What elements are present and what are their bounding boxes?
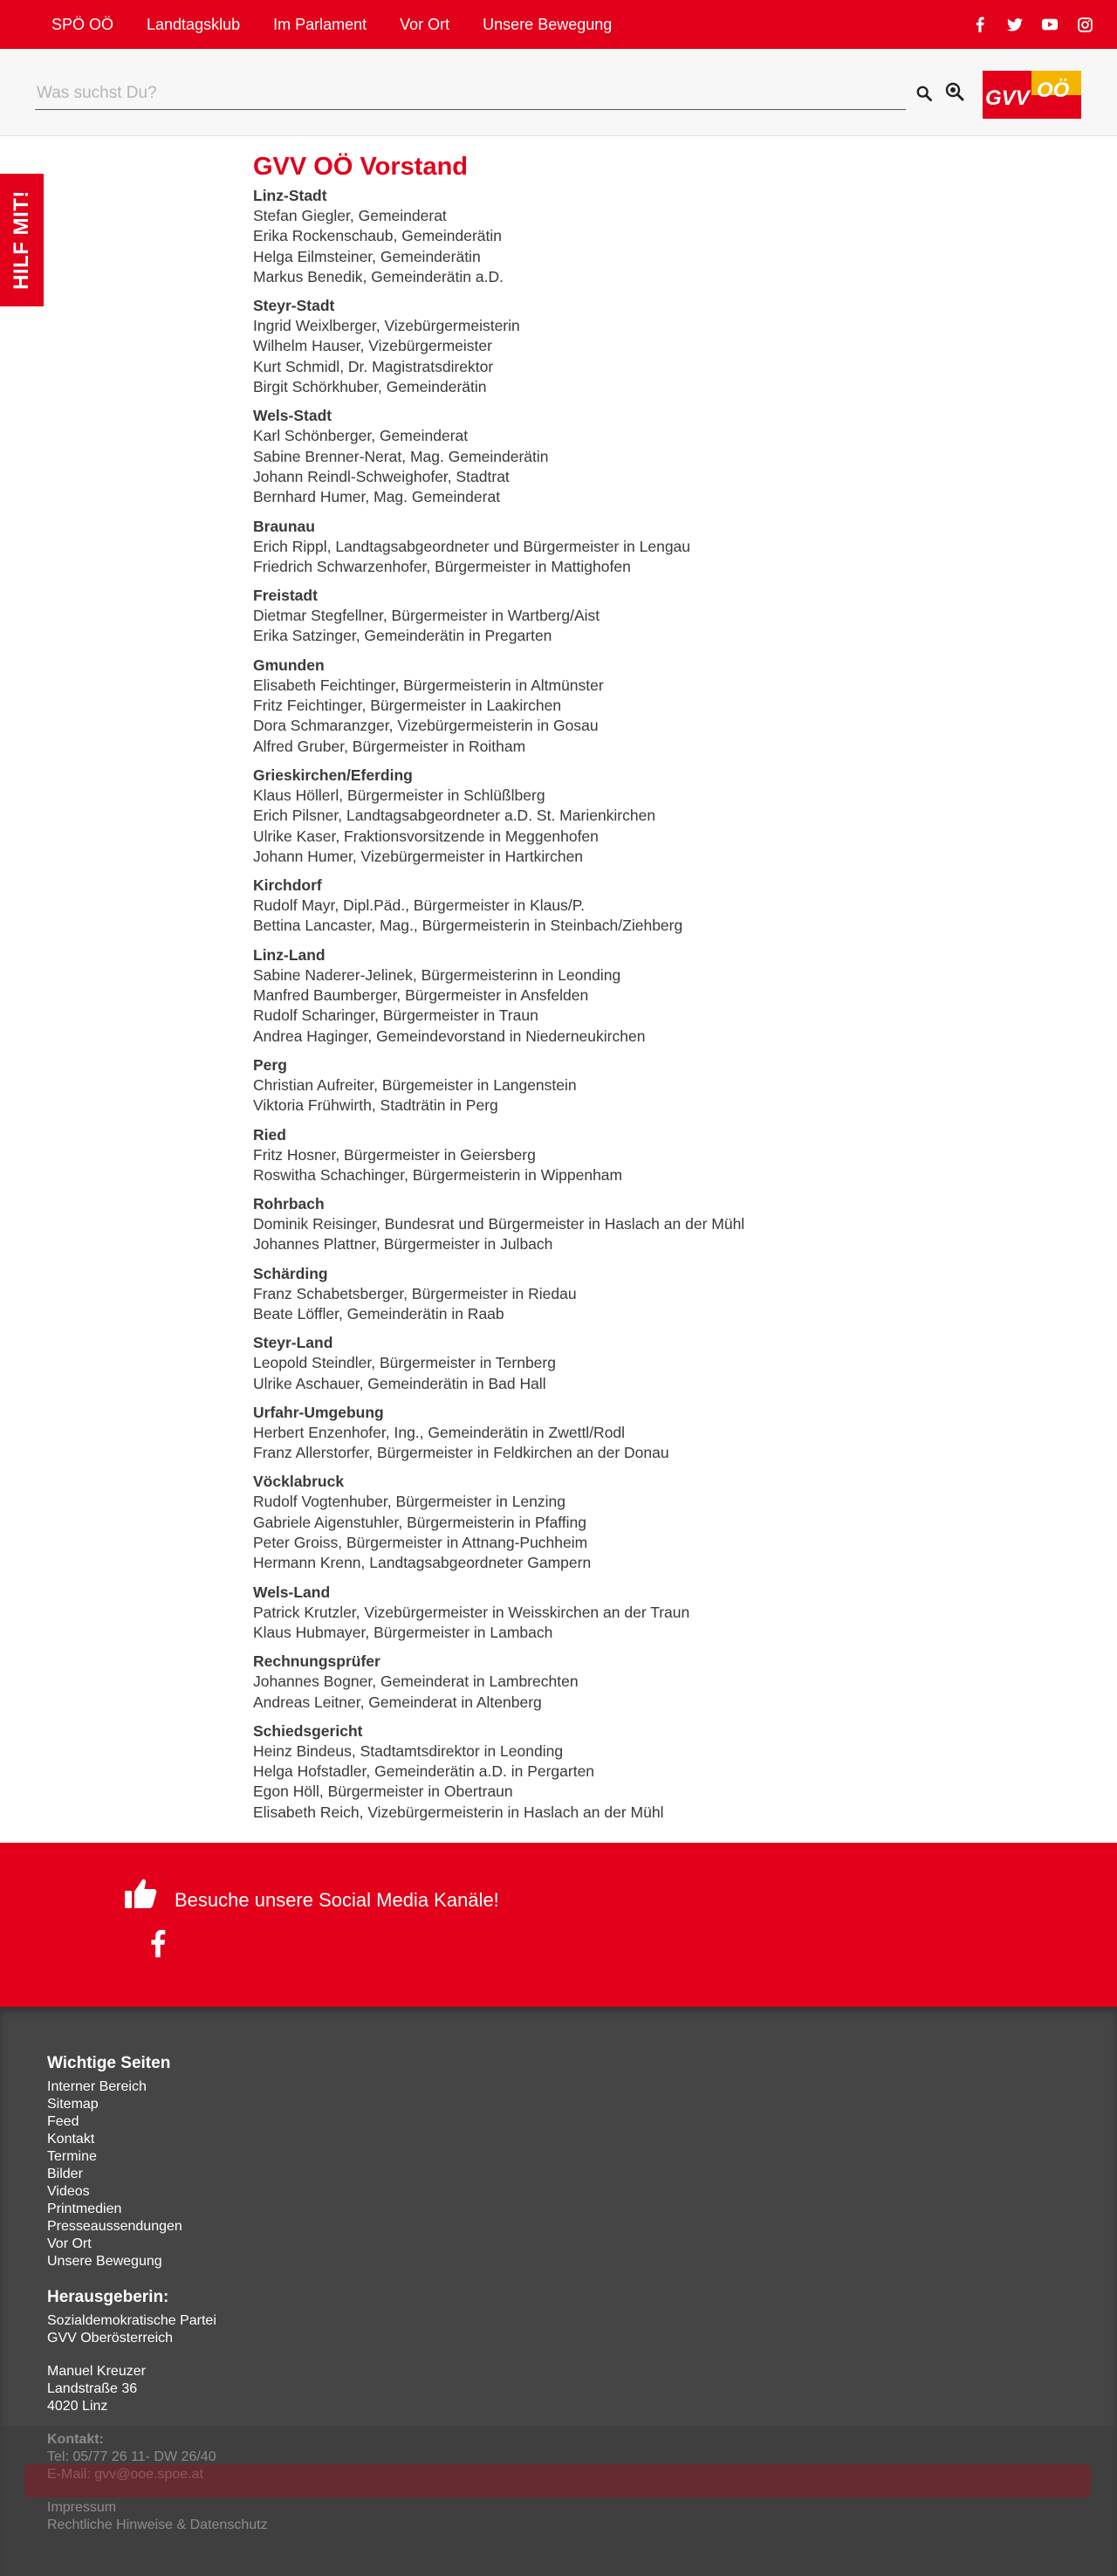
board-sections [253,186,916,1823]
board-section [253,656,916,757]
member-entry: Dietmar Stegfellner, Bürgermeister in Wartberg/Aist [253,607,600,625]
member-entry: Fritz Feichtinger, Bürgermeister in Laakirchen [253,697,562,715]
footer-link[interactable]: Printmedien [47,2202,122,2216]
section-heading: Grieskirchen/Eferding [253,766,413,784]
member-entry: Erich Rippl, Landtagsabgeordneter und Bürgermeister in Lengau [253,537,691,555]
member-entry: Klaus Höllerl, Bürgermeister in Schlüßlberg [253,786,545,804]
section-heading: Wels-Land [253,1583,331,1601]
footer-link[interactable]: Termine [47,2149,97,2164]
member-entry: Elisabeth Reich, Vizebürgermeisterin in Haslach an der Mühl [253,1803,664,1821]
footer-link[interactable]: Sitemap [47,2097,99,2112]
facebook-icon[interactable] [150,1928,169,1958]
member-entry: Patrick Krutzler, Vizebürgermeister in Weisskirchen an der Traun [253,1603,690,1621]
instagram-icon[interactable] [1077,17,1093,32]
footer-link[interactable]: Kontakt [47,2132,95,2147]
member-entry: Christian Aufreiter, Bürgemeister in Langenstein [253,1075,577,1094]
footer-link[interactable]: Videos [47,2184,90,2199]
top-navigation-bar [0,0,1117,49]
board-section [253,296,916,397]
section-heading: Wels-Stadt [253,407,332,425]
member-entry: Helga Eilmsteiner, Gemeinderätin [253,247,481,265]
member-entry: Karl Schönberger, Gemeinderat [253,427,469,445]
nav-item-unsere-bewegung[interactable]: Unsere Bewegung [483,16,613,33]
main-menu [35,0,628,49]
member-entry: Bernhard Humer, Mag. Gemeinderat [253,488,501,506]
member-entry: Erich Pilsner, Landtagsabgeordneter a.D. St. Marienkirchen [253,807,656,825]
address-line: Landstraße 36 [47,2381,138,2396]
member-entry: Sabine Naderer-Jelinek, Bürgermeisterinn in Leonding [253,965,621,984]
main-content [253,150,916,1831]
board-section [253,1652,916,1713]
member-entry: Andrea Haginger, Gemeindevorstand in Niederneukirchen [253,1027,646,1045]
member-entry: Leopold Steindler, Bürgermeister in Ternberg [253,1354,556,1372]
section-heading: Rechnungsprüfer [253,1652,380,1671]
member-entry: Helga Hofstadler, Gemeinderätin a.D. in Pergarten [253,1762,595,1781]
footer-link[interactable]: Unsere Bewegung [47,2254,162,2269]
member-entry: Ulrike Aschauer, Gemeinderätin in Bad Hall [253,1374,546,1392]
social-media-caption: Besuche unsere Social Media Kanäle! [175,1889,499,1911]
member-entry: Johannes Bogner, Gemeinderat in Lambrechten [253,1673,579,1691]
nav-item-vor-ort[interactable]: Vor Ort [400,16,450,33]
member-entry: Erika Satzinger, Gemeinderätin in Pregarten [253,627,552,645]
section-heading: Steyr-Stadt [253,297,335,315]
publisher-title: Herausgeberin: [47,2288,169,2306]
section-heading: Gmunden [253,656,325,674]
section-heading: Freistadt [253,587,318,605]
board-section [253,876,916,937]
board-section [253,1721,916,1823]
member-entry: Kurt Schmidl, Dr. Magistratsdirektor [253,357,494,375]
section-heading: Urfahr-Umgebung [253,1403,384,1421]
section-heading: Schärding [253,1264,328,1282]
member-entry: Stefan Giegler, Gemeinderat [253,207,447,224]
member-entry: Johann Humer, Vizebürgermeister in Hartkirchen [253,847,584,865]
section-heading: Rohrbach [253,1195,325,1213]
publisher-line: Sozialdemokratische Partei [47,2313,216,2328]
nav-item-landtagsklub[interactable]: Landtagsklub [147,16,241,33]
social-media-band [0,1843,1117,2007]
member-entry: Johann Reindl-Schweighofer, Stadtrat [253,467,510,485]
member-entry: Rudolf Vogtenhuber, Bürgermeister in Lenzing [253,1493,566,1511]
member-entry: Franz Allerstorfer, Bürgermeister in Feldkirchen an der Donau [253,1444,669,1462]
member-entry: Fritz Hosner, Bürgermeister in Geiersberg [253,1145,536,1164]
member-entry: Birgit Schörkhuber, Gemeinderätin [253,378,487,396]
member-entry: Sabine Brenner-Nerat, Mag. Gemeinderätin [253,447,549,465]
footer-link[interactable]: Vor Ort [47,2236,92,2251]
board-section [253,406,916,507]
advanced-search-icon[interactable] [944,81,965,102]
member-entry: Elisabeth Feichtinger, Bürgermeisterin in Altmünster [253,676,604,694]
member-entry: Rudolf Mayr, Dipl.Päd., Bürgermeister in Klaus/P. [253,896,585,915]
youtube-icon[interactable] [1042,17,1058,32]
member-entry: Erika Rockenschaub, Gemeinderätin [253,227,503,245]
publisher-line: GVV Oberösterreich [47,2331,174,2346]
board-section [253,766,916,867]
member-entry: Heinz Bindeus, Stadtamtsdirektor in Leonding [253,1741,564,1760]
member-entry: Gabriele Aigenstuhler, Bürgermeisterin in Pfaffing [253,1513,586,1531]
member-entry: Herbert Enzenhofer, Ing., Gemeinderätin in Zwettl/Rodl [253,1423,626,1441]
page-title: GVV OÖ Vorstand [253,153,469,181]
member-entry: Peter Groiss, Bürgermeister in Attnang-Puchheim [253,1534,588,1552]
nav-item-spoe-ooe[interactable]: SPÖ OÖ [51,16,114,33]
member-entry: Dominik Reisinger, Bundesrat und Bürgermeister in Haslach an der Mühl [253,1215,745,1233]
section-heading: Schiedsgericht [253,1721,363,1740]
footer-link[interactable]: Presseaussendungen [47,2219,182,2234]
search-input[interactable] [35,77,906,110]
board-section [253,1264,916,1325]
member-entry: Egon Höll, Bürgermeister in Obertraun [253,1783,513,1801]
member-entry: Bettina Lancaster, Mag., Bürgermeisterin in Steinbach/Ziehberg [253,917,683,935]
board-section [253,517,916,578]
cookie-accept-bar[interactable] [24,2464,1091,2497]
board-section [253,1583,916,1644]
search-icon[interactable] [915,84,934,103]
section-heading: Linz-Stadt [253,187,327,204]
member-entry: Klaus Hubmayer, Bürgermeister in Lambach [253,1623,553,1641]
footer-links-title: Wichtige Seiten [47,2054,171,2072]
board-section [253,1125,916,1186]
member-entry: Wilhelm Hauser, Vizebürgermeister [253,337,492,355]
member-entry: Johannes Plattner, Bürgermeister in Julbach [253,1235,553,1254]
member-entry: Manfred Baumberger, Bürgermeister in Ansfelden [253,986,589,1005]
member-entry: Hermann Krenn, Landtagsabgeordneter Gampern [253,1554,592,1572]
board-section [253,945,916,1047]
address-line: Manuel Kreuzer [47,2364,146,2379]
gvv-ooe-logo[interactable] [983,71,1081,119]
board-section [253,586,916,647]
member-entry: Beate Löffler, Gemeinderätin in Raab [253,1304,504,1322]
board-section [253,1333,916,1394]
section-heading: Kirchdorf [253,876,322,895]
board-section [253,1403,916,1464]
section-heading: Vöcklabruck [253,1473,345,1491]
section-heading: Linz-Land [253,945,326,964]
member-entry: Roswitha Schachinger, Bürgermeisterin in Wippenham [253,1165,623,1184]
member-entry: Dora Schmaranzger, Vizebürgermeisterin in Gosau [253,717,599,735]
facebook-icon[interactable] [972,17,988,32]
board-section [253,1194,916,1255]
footer-link[interactable]: Interner Bereich [47,2079,147,2094]
member-entry: Markus Benedik, Gemeinderätin a.D. [253,267,504,285]
member-entry: Ulrike Kaser, Fraktionsvorsitzende in Meggenhofen [253,827,599,845]
member-entry: Ingrid Weixlberger, Vizebürgermeisterin [253,317,520,335]
thumbs-up-icon [123,1876,158,1911]
section-heading: Braunau [253,517,315,535]
section-heading: Perg [253,1055,287,1074]
address-line: 4020 Linz [47,2399,108,2414]
section-heading: Ried [253,1125,286,1144]
member-entry: Viktoria Frühwirth, Stadträtin in Perg [253,1096,498,1115]
hilf-mit-tab[interactable] [0,174,44,306]
board-section [253,186,916,287]
social-icons [972,17,1093,32]
board-section [253,1472,916,1573]
section-heading: Steyr-Land [253,1334,333,1352]
member-entry: Friedrich Schwarzenhofer, Bürgermeister in Mattighofen [253,557,631,575]
member-entry: Rudolf Scharinger, Bürgermeister in Traun [253,1006,538,1025]
footer-link[interactable]: Feed [47,2114,79,2129]
member-entry: Andreas Leitner, Gemeinderat in Altenberg [253,1693,542,1711]
cookie-overlay [0,2426,1117,2576]
board-section [253,1055,916,1116]
nav-item-im-parlament[interactable]: Im Parlament [273,16,367,33]
logo-text-ooe: OÖ [1037,79,1070,102]
twitter-icon[interactable] [1007,17,1023,32]
hilf-mit-label: HILF MIT! [10,190,33,290]
logo-text-gvv: GVV [985,86,1030,110]
footer-link[interactable]: Bilder [47,2167,83,2181]
footer-links [47,2078,268,2270]
member-entry: Franz Schabetsberger, Bürgermeister in Riedau [253,1284,577,1302]
member-entry: Alfred Gruber, Bürgermeister in Roitham [253,737,526,755]
